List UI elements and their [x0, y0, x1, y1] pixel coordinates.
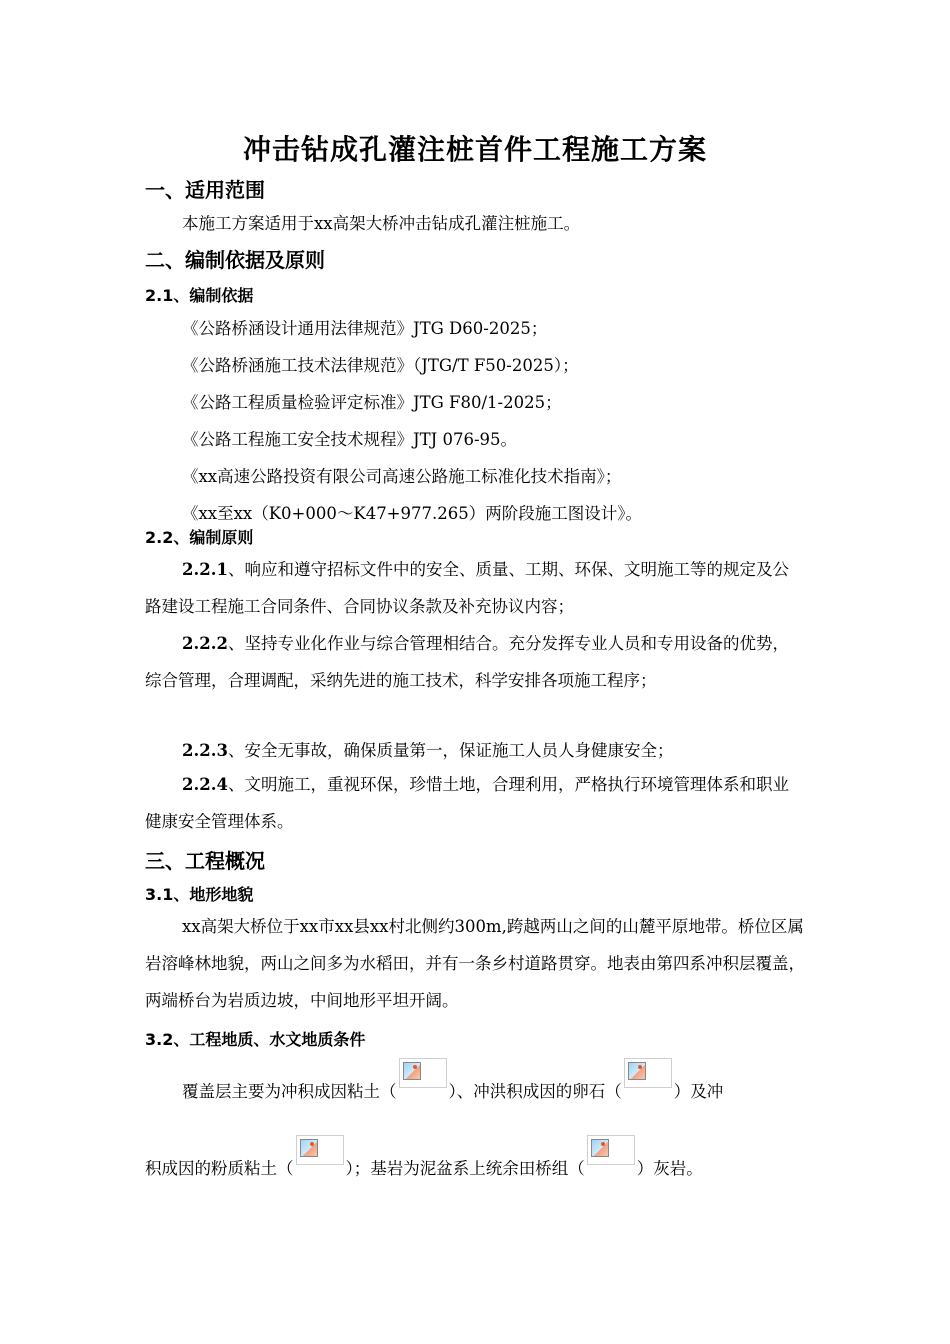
- principle-number: 2.2.3: [182, 741, 228, 760]
- principle-number: 2.2.2: [182, 634, 228, 653]
- principle-text: 、响应和遵守招标文件中的安全、质量、工期、环保、文明施工等的规定及公路建设工程施工合同条件、合同协议条款及补充协议内容；: [145, 560, 789, 616]
- terrain-paragraph: xx高架大桥位于xx市xx县xx村北侧约300m,跨越两山之间的山麓平原地带。桥位区属岩溶峰林地貌，两山之间多为水稻田，并有一条乡村道路贯穿。地表由第四系冲积层覆盖，两端桥台为岩质边坡，中间地形平坦开阔。: [145, 917, 805, 1010]
- reference-item: 《xx高速公路投资有限公司高速公路施工标准化技术指南》；: [182, 467, 622, 486]
- missing-image-placeholder: [399, 1058, 447, 1088]
- principle-2-2-1: [145, 551, 805, 625]
- reference-item: 《公路桥涵施工技术法律规范》（JTG/T F50-2025）；: [182, 356, 579, 375]
- principle-text: 、坚持专业化作业与综合管理相结合。充分发挥专业人员和专用设备的优势，综合管理，合理调配，采纳先进的施工技术，科学安排各项施工程序；: [145, 634, 789, 690]
- geology-line-2: [145, 1135, 703, 1178]
- broken-image-icon: [403, 1062, 421, 1080]
- principle-number: 2.2.4: [182, 775, 228, 794]
- missing-image-placeholder: [296, 1135, 344, 1165]
- reference-item: 《xx至xx（K0+000～K47+977.265）两阶段施工图设计》。: [182, 504, 642, 523]
- section-3-heading: 三、工程概况: [145, 849, 265, 873]
- reference-list: [145, 310, 805, 532]
- missing-image-placeholder: [587, 1135, 635, 1165]
- principle-text: 、文明施工，重视环保，珍惜土地，合理利用，严格执行环境管理体系和职业健康安全管理体系。: [145, 775, 789, 831]
- reference-item: 《公路工程施工安全技术规程》JTJ 076-95。: [182, 430, 518, 449]
- geology-text: ）及冲: [673, 1082, 724, 1101]
- broken-image-icon: [591, 1139, 609, 1157]
- principle-text: 、安全无事故，确保质量第一，保证施工人员人身健康安全；: [227, 741, 674, 760]
- section-2-heading: 二、编制依据及原则: [145, 248, 325, 272]
- reference-item: 《公路桥涵设计通用法律规范》JTG D60-2025；: [182, 319, 548, 338]
- section-2-1-heading: 2.1、编制依据: [145, 286, 254, 305]
- section-1-text: 本施工方案适用于xx高架大桥冲击钻成孔灌注桩施工。: [182, 214, 581, 233]
- geology-line-1: [182, 1058, 724, 1101]
- geology-text: 积成因的粉质粘土（: [145, 1159, 294, 1178]
- principle-number: 2.2.1: [182, 560, 228, 579]
- principle-2-2-4: [145, 766, 805, 840]
- principle-2-2-2: [145, 625, 805, 699]
- section-2-2-heading: 2.2、编制原则: [145, 528, 254, 547]
- broken-image-icon: [628, 1062, 646, 1080]
- geology-text: 覆盖层主要为冲积成因粘土（: [182, 1082, 397, 1101]
- section-1-heading: 一、适用范围: [145, 178, 265, 202]
- geology-text: ）；基岩为泥盆系上统余田桥组（: [345, 1159, 585, 1178]
- principle-2-2-3: [145, 732, 805, 769]
- missing-image-placeholder: [624, 1058, 672, 1088]
- reference-item: 《公路工程质量检验评定标准》JTG F80/1-2025；: [182, 393, 562, 412]
- document-title: 冲击钻成孔灌注桩首件工程施工方案: [242, 133, 707, 166]
- section-3-2-heading: 3.2、工程地质、水文地质条件: [145, 1030, 366, 1049]
- broken-image-icon: [300, 1139, 318, 1157]
- section-3-1-heading: 3.1、地形地貌: [145, 885, 254, 904]
- geology-text: ）灰岩。: [636, 1159, 703, 1178]
- geology-text: ）、冲洪积成因的卵石（: [448, 1082, 622, 1101]
